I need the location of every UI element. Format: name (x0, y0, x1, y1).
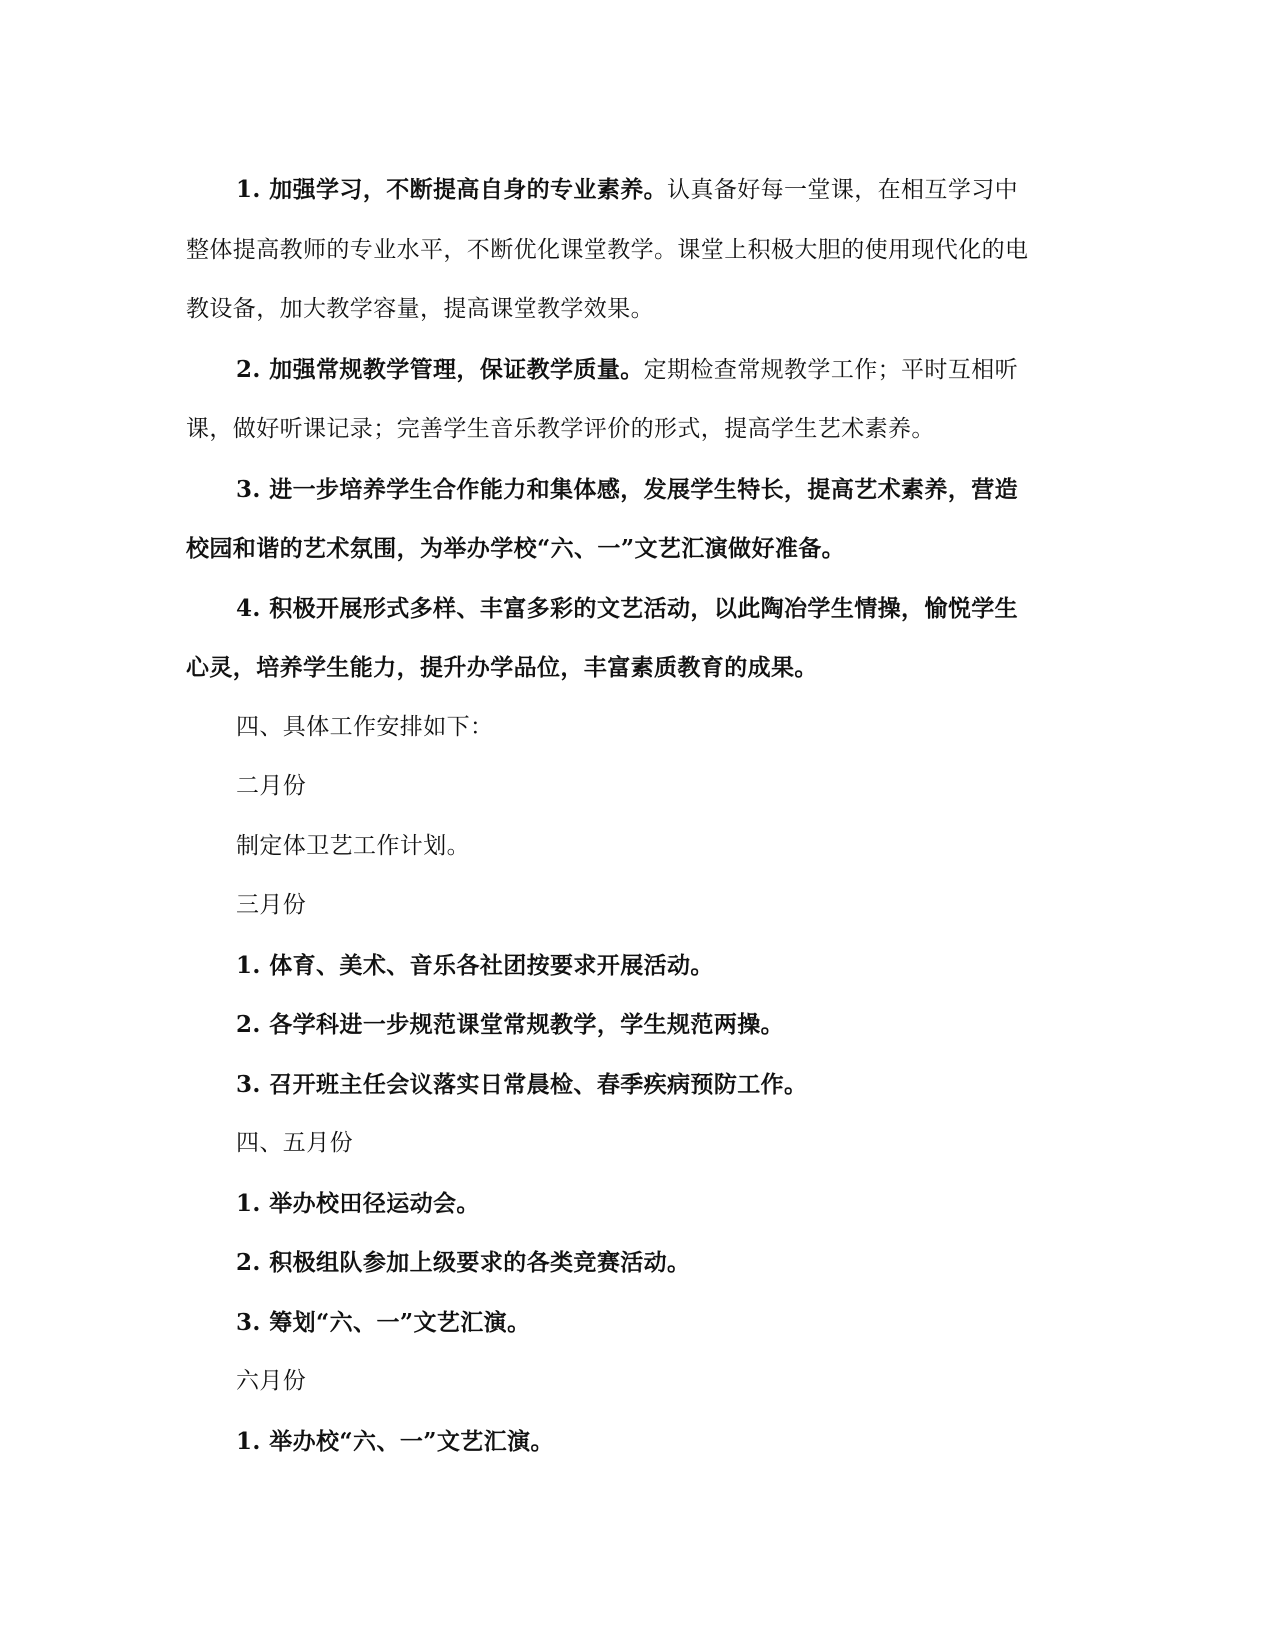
paragraph-1-lead: 1. 加强学习，不断提高自身的专业素养。 (236, 176, 668, 203)
paragraph-2-line-1 (186, 340, 1086, 401)
paragraph-3-line-1: 3. 进一步培养学生合作能力和集体感，发展学生特长，提高艺术素养，营造 (236, 475, 1019, 503)
paragraph-2-lead: 2. 加强常规教学管理，保证教学质量。 (236, 355, 644, 383)
month-heading-apr-may: 四、五月份 (236, 1130, 353, 1156)
paragraph-2-line-2: 课，做好听课记录；完善学生音乐教学评价的形式，提高学生艺术素养。 (186, 416, 935, 442)
paragraph-4-line-1: 4. 积极开展形式多样、丰富多彩的文艺活动，以此陶冶学生情操，愉悦学生 (236, 594, 1019, 622)
paragraph-2-text: 定期检查常规教学工作；平时互相听 (643, 356, 1019, 383)
feb-item-1: 制定体卫艺工作计划。 (236, 832, 470, 859)
paragraph-3-line-2: 校园和谐的艺术氛围，为举办学校“六、一”文艺汇演做好准备。 (186, 535, 846, 562)
paragraph-1-text: 认真备好每一堂课，在相互学习中 (667, 177, 1019, 203)
document-body (186, 160, 1086, 1471)
mar-item-1: 1. 体育、美术、音乐各社团按要求开展活动。 (236, 951, 714, 979)
paragraph-1-line-1 (186, 160, 1086, 221)
month-heading-feb: 二月份 (236, 773, 307, 799)
paragraph-1-line-2: 整体提高教师的专业水平，不断优化课堂教学。课堂上积极大胆的使用现代化的电 (186, 236, 1029, 263)
apr-may-item-2: 2. 积极组队参加上级要求的各类竞赛活动。 (236, 1249, 691, 1276)
mar-item-2: 2. 各学科进一步规范课堂常规教学，学生规范两操。 (236, 1011, 785, 1038)
month-heading-mar: 三月份 (236, 892, 307, 918)
section-heading: 四、具体工作安排如下： (236, 713, 494, 740)
paragraph-1-line-3: 教设备，加大教学容量，提高课堂教学效果。 (186, 296, 654, 322)
month-heading-jun: 六月份 (236, 1368, 307, 1394)
paragraph-4-line-2: 心灵，培养学生能力，提升办学品位，丰富素质教育的成果。 (186, 654, 818, 681)
apr-may-item-1: 1. 举办校田径运动会。 (236, 1189, 480, 1217)
mar-item-3: 3. 召开班主任会议落实日常晨检、春季疾病预防工作。 (236, 1070, 808, 1098)
jun-item-1: 1. 举办校“六、一”文艺汇演。 (236, 1427, 554, 1455)
apr-may-item-3: 3. 筹划“六、一”文艺汇演。 (236, 1308, 531, 1336)
